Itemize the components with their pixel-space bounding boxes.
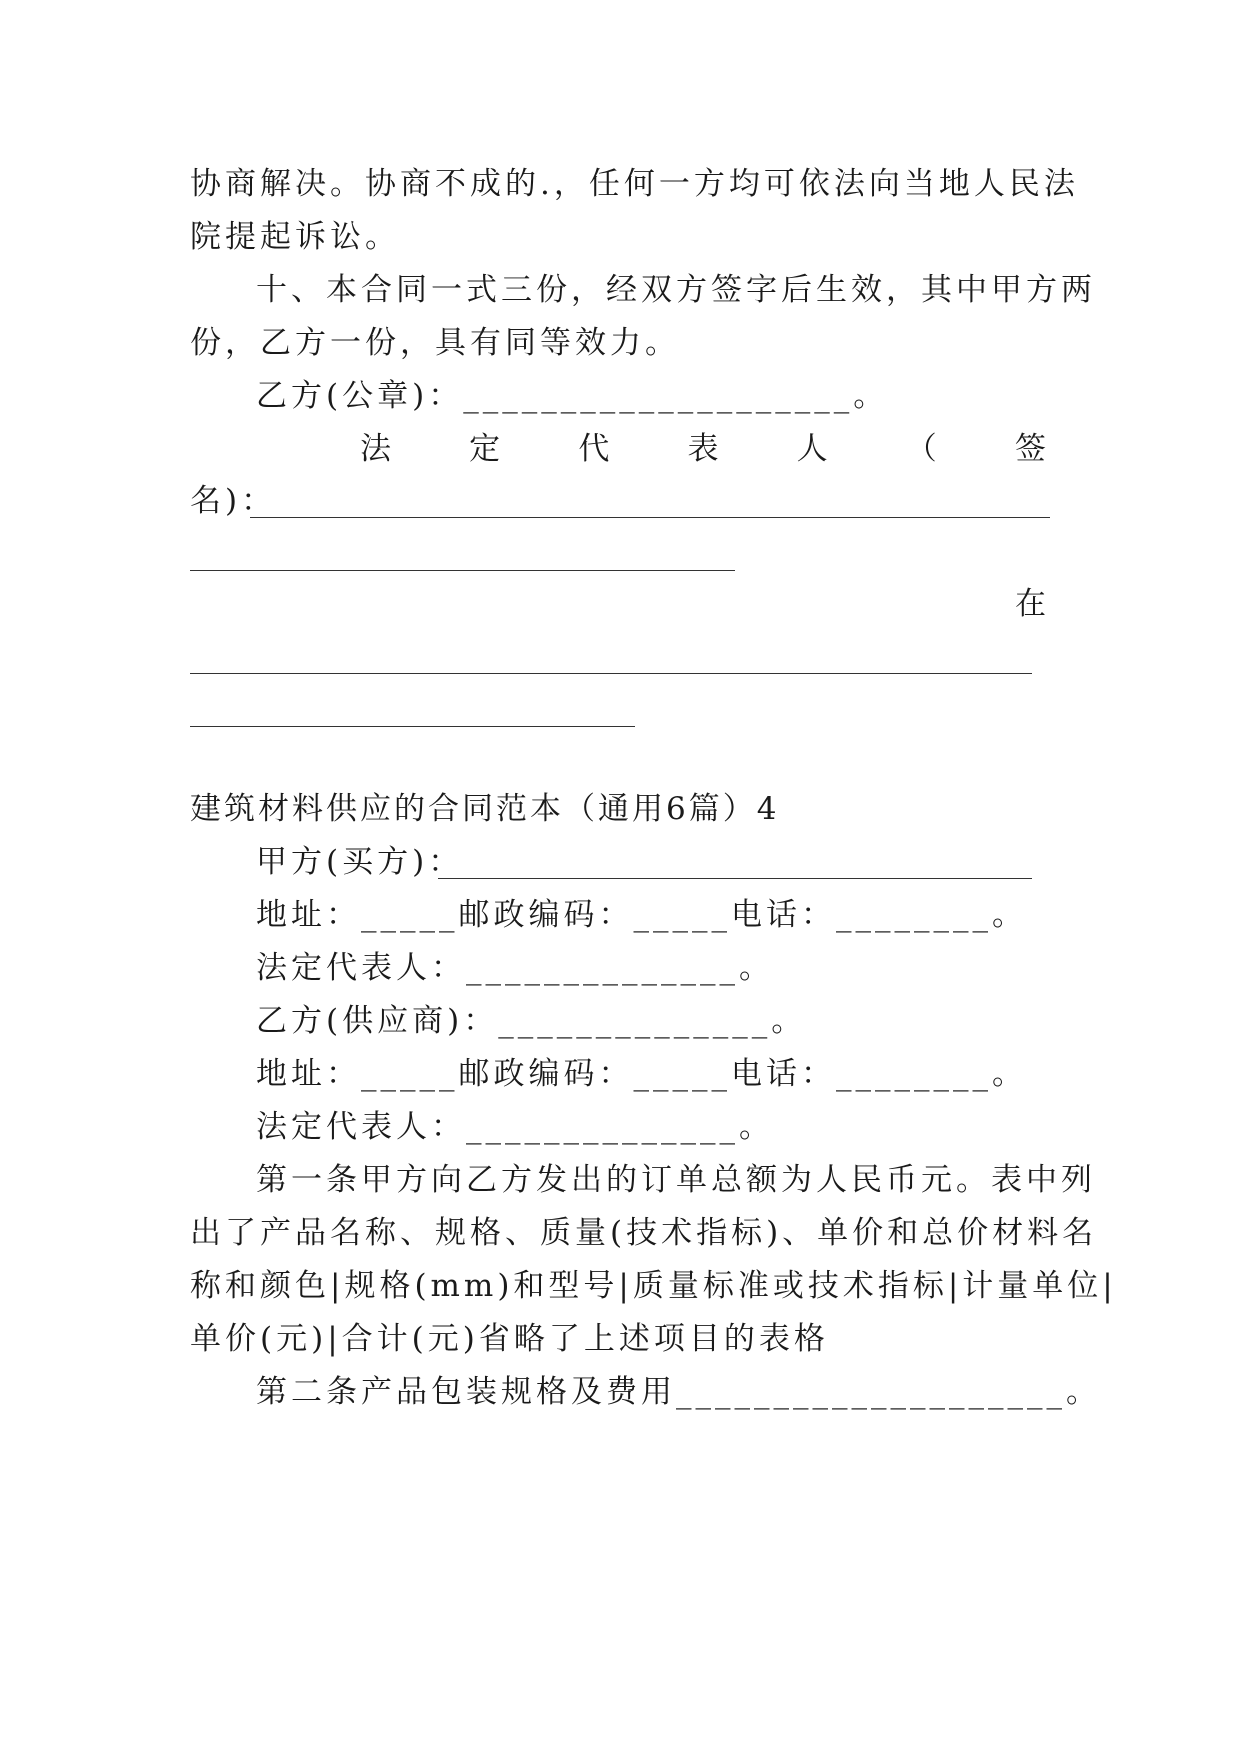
- text-line: 十、本合同一式三份，经双方签字后生效，其中甲方两: [256, 272, 1096, 308]
- text-line: 份，乙方一份，具有同等效力。: [190, 325, 680, 361]
- text-line: 地址：_____邮政编码：_____电话：________。: [256, 897, 1027, 933]
- signature-blank-line: [250, 517, 1050, 518]
- text-line: 院提起诉讼。: [190, 219, 400, 255]
- signature-blank-line: [190, 570, 735, 571]
- char: （: [905, 431, 941, 467]
- blank-line: [190, 673, 1032, 674]
- text-line: 出了产品名称、规格、质量(技术指标)、单价和总价材料名: [190, 1215, 1098, 1251]
- char: 人: [796, 431, 832, 467]
- text-line: 称和颜色|规格(mm)和型号|质量标准或技术指标|计量单位|: [190, 1268, 1117, 1304]
- text-line: 法定代表人：______________。: [256, 950, 774, 986]
- text-line: 单价(元)|合计(元)省略了上述项目的表格: [190, 1321, 829, 1357]
- text-line: 乙方(公章)：____________________。: [256, 378, 889, 414]
- char: 法: [360, 431, 395, 467]
- text-line: 法定代表人：______________。: [256, 1109, 774, 1145]
- text-line: 第二条产品包装规格及费用____________________。: [256, 1374, 1101, 1410]
- text-line: 地址：_____邮政编码：_____电话：________。: [256, 1056, 1027, 1092]
- text-line: 甲方(买方)：: [256, 844, 464, 880]
- text-line: 第一条甲方向乙方发出的订单总额为人民币元。表中列: [256, 1162, 1096, 1198]
- text-line: 名)：: [190, 483, 277, 519]
- blank-line: [190, 726, 635, 727]
- char: 表: [687, 431, 723, 467]
- char: 代: [578, 431, 614, 467]
- text-line: 乙方(供应商)：______________。: [256, 1003, 807, 1039]
- legal-rep-sign-line: [360, 430, 1050, 468]
- text-line: 在: [1015, 586, 1050, 622]
- text-line: 协商解决。协商不成的.，任何一方均可依法向当地人民法: [190, 166, 1079, 202]
- char: 定: [469, 431, 505, 467]
- char: 签: [1014, 431, 1050, 467]
- section-heading: 建筑材料供应的合同范本（通用6篇）4: [190, 791, 780, 827]
- buyer-blank-line: [438, 878, 1032, 879]
